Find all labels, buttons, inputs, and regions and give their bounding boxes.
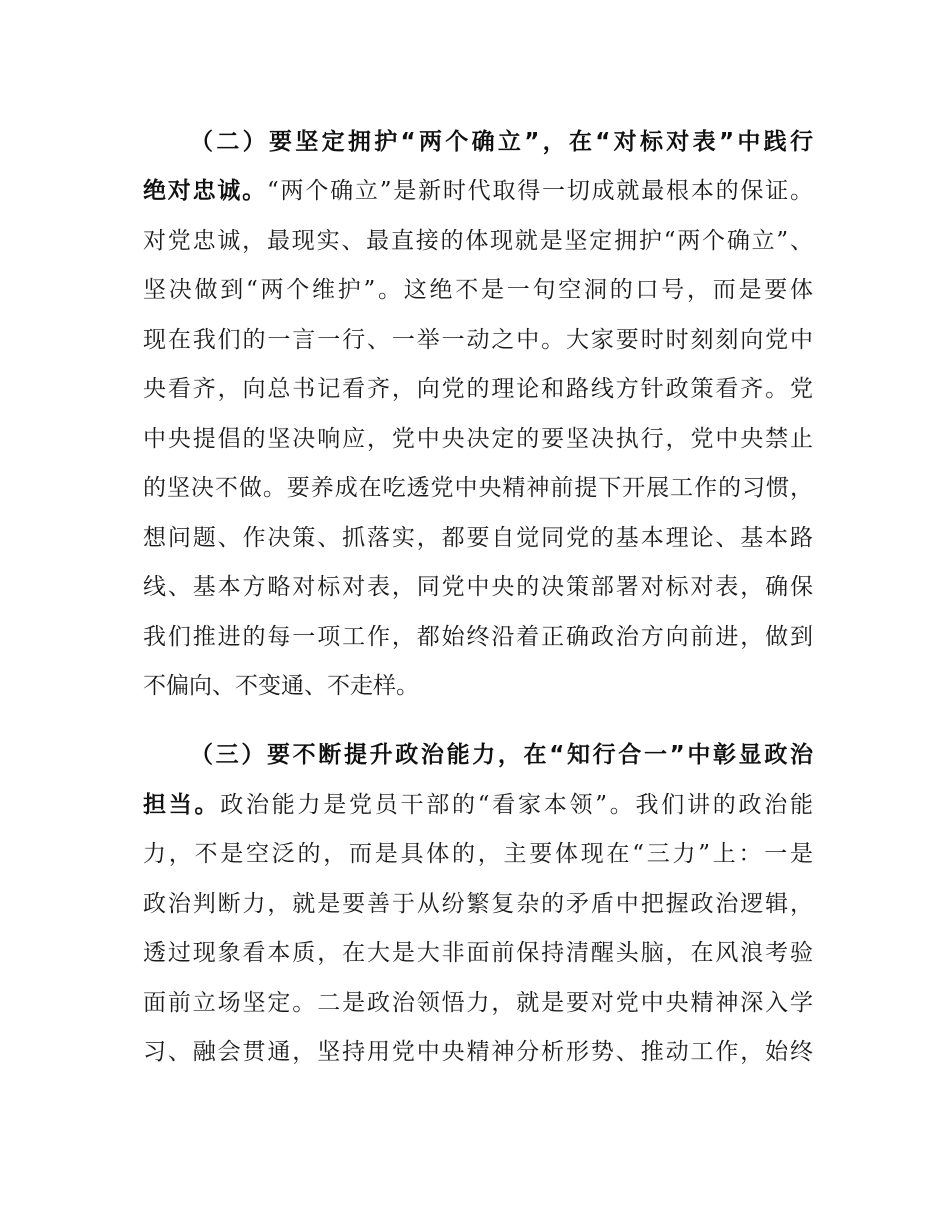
section3-line-6: 面前立场坚定。二是政治领悟力，就是要对党中央精神深入学 <box>143 990 813 1016</box>
section3-body-start: 政治能力是党员干部的“看家本领”。我们讲的政治能 <box>220 792 813 818</box>
section2-line-10: 线、基本方略对标对表，同党中央的决策部署对标对表，确保 <box>143 574 813 600</box>
section3-heading: （三）要不断提升政治能力，在“知行合一”中彰显政治 <box>190 742 813 768</box>
section2-line-3: 对党忠诚，最现实、最直接的体现就是坚定拥护“两个确立”、 <box>143 228 813 254</box>
section2-line-2 <box>143 173 813 209</box>
section3-line-2 <box>143 787 813 823</box>
section3-line-3: 力，不是空泛的，而是具体的，主要体现在“三力”上：一是 <box>143 841 813 867</box>
section2-line-11: 我们推进的每一项工作，都始终沿着正确政治方向前进，做到 <box>143 624 813 650</box>
section2-line-5: 现在我们的一言一行、一举一动之中。大家要时时刻刻向党中 <box>143 327 813 353</box>
section2-line-7: 中央提倡的坚决响应，党中央决定的要坚决执行，党中央禁止 <box>143 426 813 452</box>
section2-line-12: 不偏向、不变通、不走样。 <box>143 673 419 699</box>
section2-heading: （二）要坚定拥护“两个确立”，在“对标对表”中践行 <box>190 129 813 155</box>
section2-line-9: 想问题、作决策、抓落实，都要自觉同党的基本理论、基本路 <box>143 525 813 551</box>
section3-line-5: 透过现象看本质，在大是大非面前保持清醒头脑，在风浪考验 <box>143 940 813 966</box>
section2-line-4: 坚决做到“两个维护”。这绝不是一句空洞的口号，而是要体 <box>143 277 813 303</box>
section3-line-4: 政治判断力，就是要善于从纷繁复杂的矛盾中把握政治逻辑， <box>143 891 813 917</box>
section2-heading-tail: 绝对忠诚。 <box>143 178 267 204</box>
section2-body-start: “两个确立”是新时代取得一切成就最根本的保证。 <box>266 178 813 204</box>
section3-heading-tail: 担当。 <box>143 792 221 818</box>
section2-line-6: 央看齐，向总书记看齐，向党的理论和路线方针政策看齐。党 <box>143 376 813 402</box>
section2-line-8: 的坚决不做。要养成在吃透党中央精神前提下开展工作的习惯， <box>143 475 813 501</box>
section3-line-7: 习、融会贯通，坚持用党中央精神分析形势、推动工作，始终 <box>143 1039 813 1065</box>
